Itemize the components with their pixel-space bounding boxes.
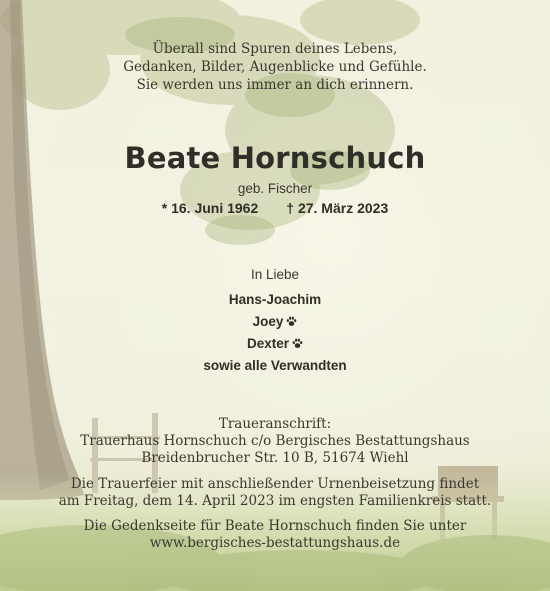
mourner-name: Dexter [0, 333, 550, 355]
death-date: † 27. März 2023 [286, 200, 389, 216]
paw-icon [292, 338, 303, 349]
address-line: Trauerhaus Hornschuch c/o Bergisches Bestattungshaus [80, 433, 470, 449]
mourners-intro: In Liebe [250, 267, 300, 282]
birth-name: geb. Fischer [237, 181, 313, 196]
poem-line: Sie werden uns immer an dich erinnern. [136, 77, 414, 93]
poem-line: Gedanken, Bilder, Augenblicke und Gefühle. [123, 59, 427, 75]
ceremony-line: Die Trauerfeier mit anschließender Urnenbeisetzung findet [70, 476, 480, 492]
address-line: Breidenbrucher Str. 10 B, 51674 Wiehl [141, 450, 409, 466]
mourners-list [0, 289, 550, 377]
mourner-name: Hans-Joachim [228, 292, 322, 307]
memorial-line: Die Gedenkseite für Beate Hornschuch finden Sie unter [83, 518, 467, 534]
memorial-info [0, 518, 550, 552]
ceremony-line: am Freitag, dem 14. April 2023 im engsten Familienkreis statt. [58, 493, 492, 509]
life-dates [0, 200, 550, 216]
address-label: Traueranschrift: [218, 416, 332, 432]
mourner-name: Joey [0, 311, 550, 333]
ceremony-info [0, 476, 550, 510]
memorial-url[interactable]: www.bergisches-bestattungshaus.de [149, 535, 401, 551]
deceased-name: Beate Hornschuch [124, 141, 426, 175]
poem [0, 40, 550, 94]
mourning-address [0, 416, 550, 467]
paw-icon [286, 316, 297, 327]
poem-line: Überall sind Spuren deines Lebens, [152, 41, 398, 57]
mourner-name: sowie alle Verwandten [203, 358, 347, 373]
birth-date: * 16. Juni 1962 [161, 200, 259, 216]
